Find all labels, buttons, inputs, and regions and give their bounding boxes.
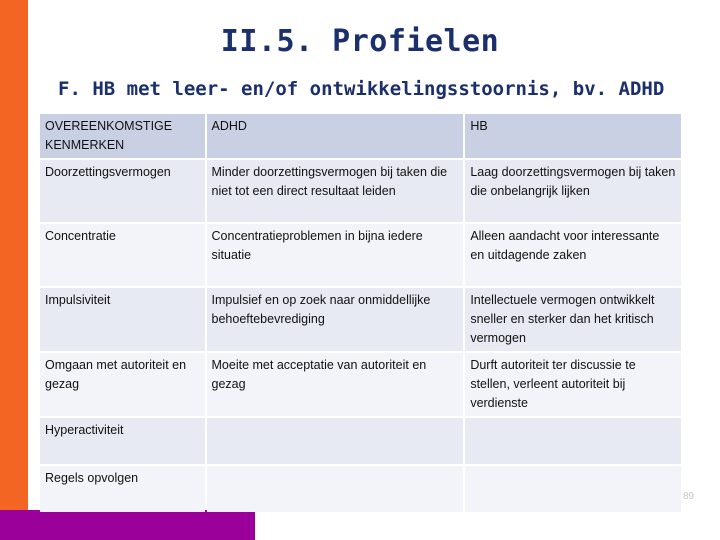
adhd-cell	[207, 466, 464, 512]
table-row	[40, 160, 681, 222]
table-row	[40, 224, 681, 286]
hb-cell: Alleen aandacht voor interessante en uitdagende zaken	[465, 224, 681, 286]
orange-accent-bar	[0, 0, 28, 510]
slide-title: II.5. Profielen	[220, 24, 500, 59]
slide-subtitle: F. HB met leer- en/of ontwikkelingsstoornis, bv. ADHD	[58, 78, 665, 100]
header-cell-adhd: ADHD	[207, 114, 464, 158]
adhd-cell: Moeite met acceptatie van autoriteit en gezag	[207, 353, 464, 416]
purple-accent-bar	[0, 510, 255, 540]
hb-cell	[465, 466, 681, 512]
row-label: Regels opvolgen	[40, 466, 205, 512]
table-row	[40, 288, 681, 351]
table-header-row	[40, 114, 681, 158]
row-label: Doorzettingsvermogen	[40, 160, 205, 222]
adhd-cell	[207, 418, 464, 464]
row-label: Hyperactiviteit	[40, 418, 205, 464]
row-label: Concentratie	[40, 224, 205, 286]
hb-cell: Laag doorzettingsvermogen bij taken die onbelangrijk lijken	[465, 160, 681, 222]
page-number: 89	[683, 491, 695, 502]
adhd-cell: Concentratieproblemen in bijna iedere situatie	[207, 224, 464, 286]
adhd-cell: Minder doorzettingsvermogen bij taken die niet tot een direct resultaat leiden	[207, 160, 464, 222]
table-row	[40, 353, 681, 416]
comparison-table	[38, 112, 683, 514]
hb-cell: Durft autoriteit ter discussie te stellen, verleent autoriteit bij verdienste	[465, 353, 681, 416]
table-row	[40, 418, 681, 464]
header-cell-kenmerken: OVEREENKOMSTIGE KENMERKEN	[40, 114, 205, 158]
row-label: Omgaan met autoriteit en gezag	[40, 353, 205, 416]
adhd-cell: Impulsief en op zoek naar onmiddellijke behoeftebevrediging	[207, 288, 464, 351]
hb-cell: Intellectuele vermogen ontwikkelt sneller en sterker dan het kritisch vermogen	[465, 288, 681, 351]
hb-cell	[465, 418, 681, 464]
table-row	[40, 466, 681, 512]
header-cell-hb: HB	[465, 114, 681, 158]
row-label: Impulsiviteit	[40, 288, 205, 351]
